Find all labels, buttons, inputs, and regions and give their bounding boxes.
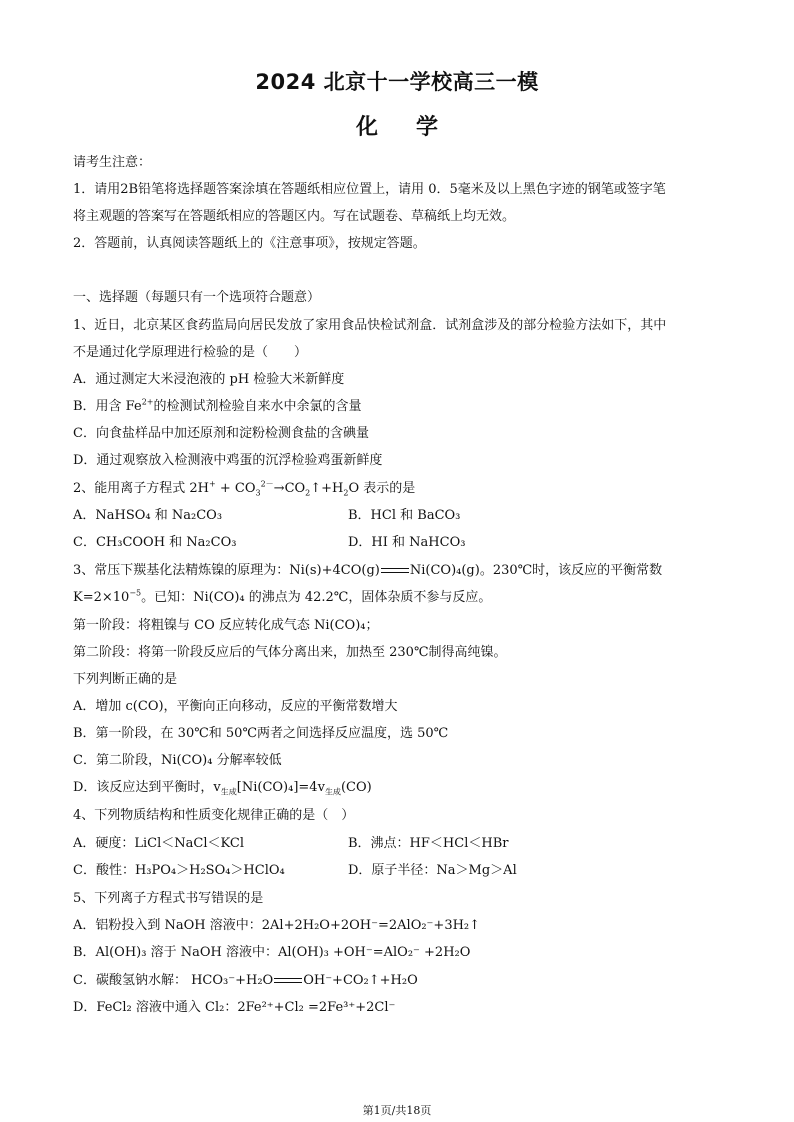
q4-option-b: B．沸点：HF＜HCl＜HBr [348, 836, 509, 851]
q1-option-a: A．通过测定大米浸泡液的 pH 检验大米新鲜度 [73, 372, 345, 387]
q5-stem: 5、下列离子方程式书写错误的是 [73, 891, 264, 906]
q4-option-c: C．酸性：H₃PO₄＞H₂SO₄＞HClO₄ [73, 863, 285, 878]
equilibrium-arrow-icon [274, 977, 302, 985]
q4-option-d: D．原子半径：Na＞Mg＞Al [348, 863, 517, 878]
q5-option-c: C．碳酸氢钠水解： HCO₃⁻+H₂O OH⁻+CO₂↑+H₂O [73, 973, 418, 988]
notice-item-1-line-2: 将主观题的答案写在答题纸相应的答题区内。写在试题卷、草稿纸上均无效。 [73, 209, 516, 224]
q1-stem-line-1: 1、近日，北京某区食药监局向居民发放了家用食品快检试剂盒．试剂盒涉及的部分检验方法如下，其中 [73, 318, 667, 333]
q3-option-d: D．该反应达到平衡时，$v_{生成}[Ni(CO)_4]=4v_{生成}(CO)$ [73, 780, 372, 797]
q3-stage-2: 第二阶段：将第一阶段反应后的气体分离出来，加热至 230℃制得高纯镍。 [73, 645, 507, 660]
page-number: 第1页/共18页 [362, 1104, 432, 1117]
q3-option-c: C．第二阶段，Ni(CO)₄ 分解率较低 [73, 753, 282, 768]
exam-subject: 化学 [355, 115, 476, 140]
q1-option-b: B．用含 $Fe^{2+}$的检测试剂检验自来水中余氯的含量 [73, 397, 362, 414]
q2-option-b: B．HCl 和 BaCO₃ [348, 508, 461, 523]
q4-option-a: A．硬度：LiCl＜NaCl＜KCl [73, 836, 244, 851]
q5-option-a: A．铝粉投入到 NaOH 溶液中：2Al+2H₂O+2OH⁻=2AlO₂⁻+3H₂↑ [73, 918, 481, 933]
notice-item-2: 2．答题前，认真阅读答题纸上的《注意事项》，按规定答题。 [73, 236, 426, 251]
q5-option-b: B．Al(OH)₃ 溶于 NaOH 溶液中：Al(OH)₃ +OH⁻=AlO₂⁻ +2H₂O [73, 945, 471, 960]
notice-heading: 请考生注意： [73, 155, 152, 170]
q3-stage-1: 第一阶段：将粗镍与 CO 反应转化成气态 Ni(CO)₄； [73, 618, 379, 633]
equilibrium-arrow-icon [381, 567, 409, 575]
q3-stem-line-1: 3、常压下羰基化法精炼镍的原理为：Ni(s)+4CO(g) Ni(CO)₄(g)。230℃时，该反应的平衡常数 [73, 563, 663, 578]
q3-option-b: B．第一阶段，在 30℃和 50℃两者之间选择反应温度，选 50℃ [73, 726, 449, 741]
q3-question: 下列判断正确的是 [73, 672, 178, 687]
q3-option-a: A．增加 c(CO)，平衡向正向移动，反应的平衡常数增大 [73, 699, 398, 714]
q5-option-d: D．FeCl₂ 溶液中通入 Cl₂：2Fe²⁺+Cl₂ =2Fe³⁺+2Cl⁻ [73, 1000, 396, 1015]
q2-option-c: C．CH₃COOH 和 Na₂CO₃ [73, 535, 237, 550]
notice-item-1-line-1: 1．请用2B铅笔将选择题答案涂填在答题纸相应位置上，请用 0．5毫米及以上黑色字迹的钢笔或签字笔 [73, 182, 666, 197]
q2-option-a: A．NaHSO₄ 和 Na₂CO₃ [73, 508, 223, 523]
q1-option-c: C．向食盐样品中加还原剂和淀粉检测食盐的含碘量 [73, 426, 369, 441]
q1-option-d: D．通过观察放入检测液中鸡蛋的沉浮检验鸡蛋新鲜度 [73, 453, 383, 468]
q1-stem-line-2: 不是通过化学原理进行检验的是（ ） [73, 345, 308, 360]
section-heading: 一、选择题（每题只有一个选项符合题意） [73, 290, 321, 305]
q3-stem-line-2: $K=2\times 10^{-5}$。已知：Ni(CO)₄ 的沸点为 42.2℃，固体杂质不参与反应。 [73, 588, 492, 605]
q2-stem: 2、能用离子方程式 $2H^+ + CO_3^{2-}\to CO_2↑+H_2O$ 表示的是 [73, 479, 416, 498]
exam-title: 2024 北京十一学校高三一模 [255, 70, 539, 94]
q2-option-d: D．HI 和 NaHCO₃ [348, 535, 466, 550]
q4-stem: 4、下列物质结构和性质变化规律正确的是（ ） [73, 808, 355, 823]
